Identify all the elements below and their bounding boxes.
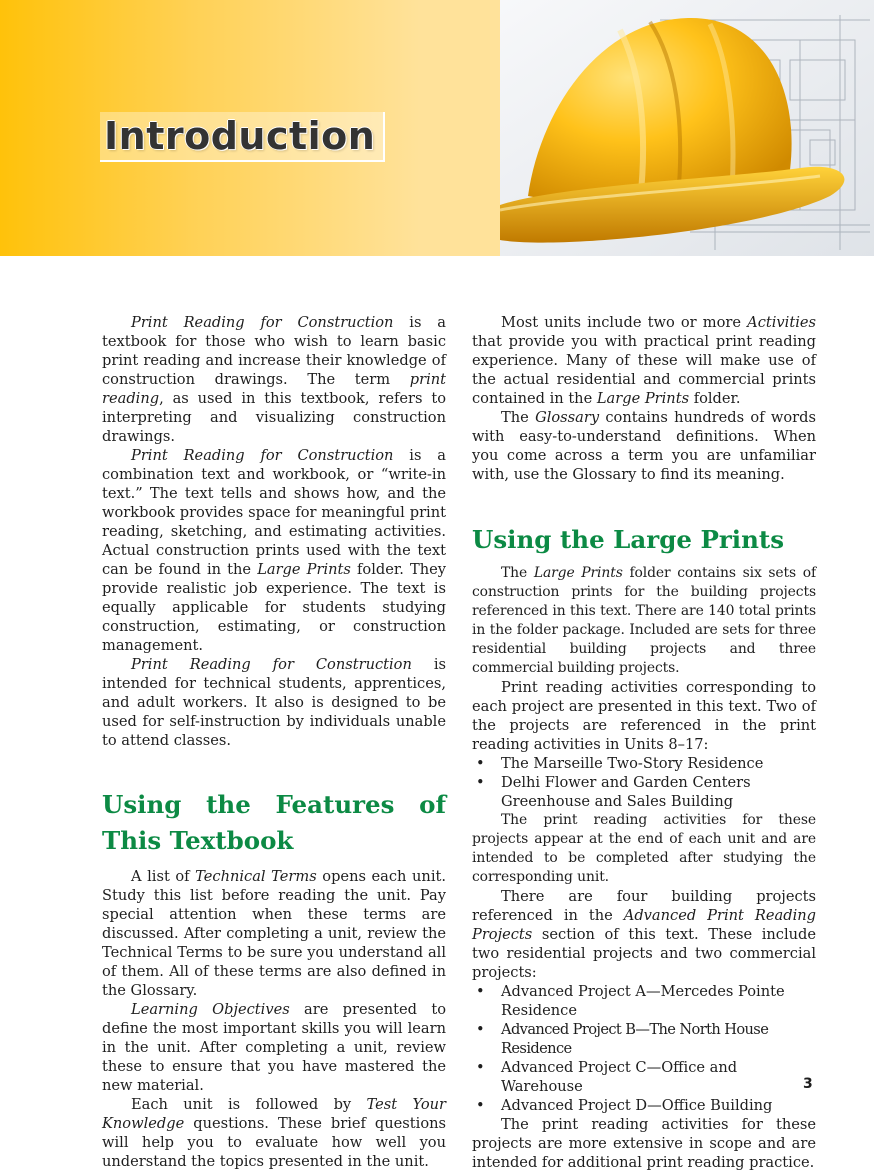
bullet-icon: •: [476, 755, 485, 772]
list-item: [472, 1020, 816, 1058]
paragraph: [472, 313, 816, 408]
text: are presented to define the most important skills you will learn in the unit. After completing a unit, review these to ensure that you have mastered the new material.: [102, 1001, 446, 1094]
paragraph: [102, 1095, 446, 1171]
text: Advanced Project C—Office and Warehouse: [501, 1059, 738, 1095]
text: folder.: [689, 390, 741, 407]
text: questions. These brief questions will help you to evaluate how well you understand the topics presented in the unit.: [102, 1115, 446, 1170]
italic-text: Print Reading for Construction: [131, 314, 394, 331]
text: Each unit is followed by: [131, 1096, 367, 1113]
page-number: 3: [803, 1076, 813, 1092]
italic-text: Advanced Print Reading Projects: [472, 907, 816, 943]
list-item: [472, 1096, 816, 1115]
bullet-icon: •: [476, 983, 485, 1000]
italic-text: Test Your Knowledge: [102, 1096, 446, 1132]
paragraph: [102, 867, 446, 1000]
text: Delhi Flower and Garden Centers Greenhouse and Sales Building: [501, 774, 751, 810]
text: The: [501, 565, 534, 581]
bullet-icon: •: [476, 774, 485, 791]
italic-text: Activities: [747, 314, 816, 331]
italic-text: Large Prints: [257, 561, 351, 578]
italic-text: Large Prints: [533, 565, 623, 581]
text: contains hundreds of words with easy-to-understand definitions. When you come across a term you are unfamiliar with, use the Glossary to find its meaning.: [472, 409, 816, 483]
list-item: [472, 1058, 816, 1096]
bullet-icon: •: [476, 1021, 485, 1038]
paragraph: [472, 887, 816, 982]
italic-text: Technical Terms: [195, 868, 317, 885]
bullet-icon: •: [476, 1097, 485, 1114]
list-item: [472, 773, 816, 811]
text: section of this text. These include two residential projects and two commercial projects:: [472, 926, 816, 981]
italic-text: Learning Objectives: [131, 1001, 290, 1018]
italic-text: Print Reading for Construction: [131, 447, 394, 464]
text: is intended for technical students, apprentices, and adult workers. It also is designed to be used for self-instruction by individuals unable to attend classes.: [102, 656, 447, 749]
text: , as used in this textbook, refers to interpreting and visualizing construction drawings.: [102, 390, 446, 445]
text: is a textbook for those who wish to learn basic print reading and increase their knowledge of construction drawings. The term: [102, 314, 447, 388]
paragraph: The print reading activities for these projects are more extensive in scope and are intended for additional print reading practice.: [472, 1116, 816, 1171]
page-title: Introduction: [104, 114, 376, 158]
text: folder. They provide realistic job experience. The text is equally applicable for students studying construction, estimating, or construction management.: [102, 561, 447, 654]
list-item: [472, 754, 816, 773]
text: opens each unit. Study this list before reading the unit. Pay special attention when these terms are discussed. After completing a unit, review the Technical Terms to be sure you understand all of them. All of these terms are also defined in the Glossary.: [102, 868, 446, 999]
text: that provide you with practical print reading experience. Many of these will make use of the actual residential and commercial prints contained in the: [472, 333, 816, 407]
left-column: [102, 313, 446, 1171]
text: The Marseille Two-Story Residence: [501, 755, 764, 772]
text: There are four building projects referenced in the: [472, 888, 816, 924]
list-item: [472, 982, 816, 1020]
italic-text: Large Prints: [596, 390, 690, 407]
text: The: [501, 409, 536, 426]
paragraph: [102, 446, 446, 655]
paragraph: [472, 408, 816, 484]
paragraph: [102, 1000, 446, 1095]
page-header: [0, 0, 874, 256]
text: is a combination text and workbook, or “write-in text.” The text tells and shows how, and the workbook provides space for meaningful print reading, sketching, and estimating activities. Actual construction prints used with the text can be found in the: [102, 447, 447, 578]
advanced-project-list: [472, 982, 816, 1115]
text: A list of: [131, 868, 196, 885]
text: folder contains six sets of construction prints for the building projects referenced in this text. There are 140 total prints in the folder package. Included are sets for three residential building projects and three commercial building projects.: [472, 565, 817, 676]
paragraph: Print reading activities corresponding to each project are presented in this text. Two of the projects are referenced in the print reading activities in Units 8–17:: [472, 679, 816, 753]
right-column: [472, 313, 816, 1172]
italic-text: Print Reading for Construction: [131, 656, 412, 673]
paragraph: [102, 313, 446, 446]
project-list: [472, 754, 816, 811]
italic-text: Glossary: [535, 409, 600, 426]
text: Advanced Project D—Office Building: [501, 1097, 773, 1114]
section-heading-features: Using the Features of This Textbook: [102, 790, 446, 855]
text: Advanced Project A—Mercedes Pointe Residence: [501, 983, 785, 1019]
hard-hat-photo: [500, 0, 874, 256]
paragraph: The print reading activities for these projects appear at the end of each unit and are intended to be completed after studying the corresponding unit.: [472, 812, 816, 885]
paragraph: [472, 564, 816, 678]
title-box: [100, 112, 385, 162]
bullet-icon: •: [476, 1059, 485, 1076]
italic-text: print reading: [102, 371, 446, 407]
text: Most units include two or more: [501, 314, 748, 331]
text: Advanced Project B—The North House Residence: [501, 1021, 769, 1057]
paragraph: [102, 655, 446, 750]
section-heading-large-prints: Using the Large Prints: [472, 525, 785, 554]
